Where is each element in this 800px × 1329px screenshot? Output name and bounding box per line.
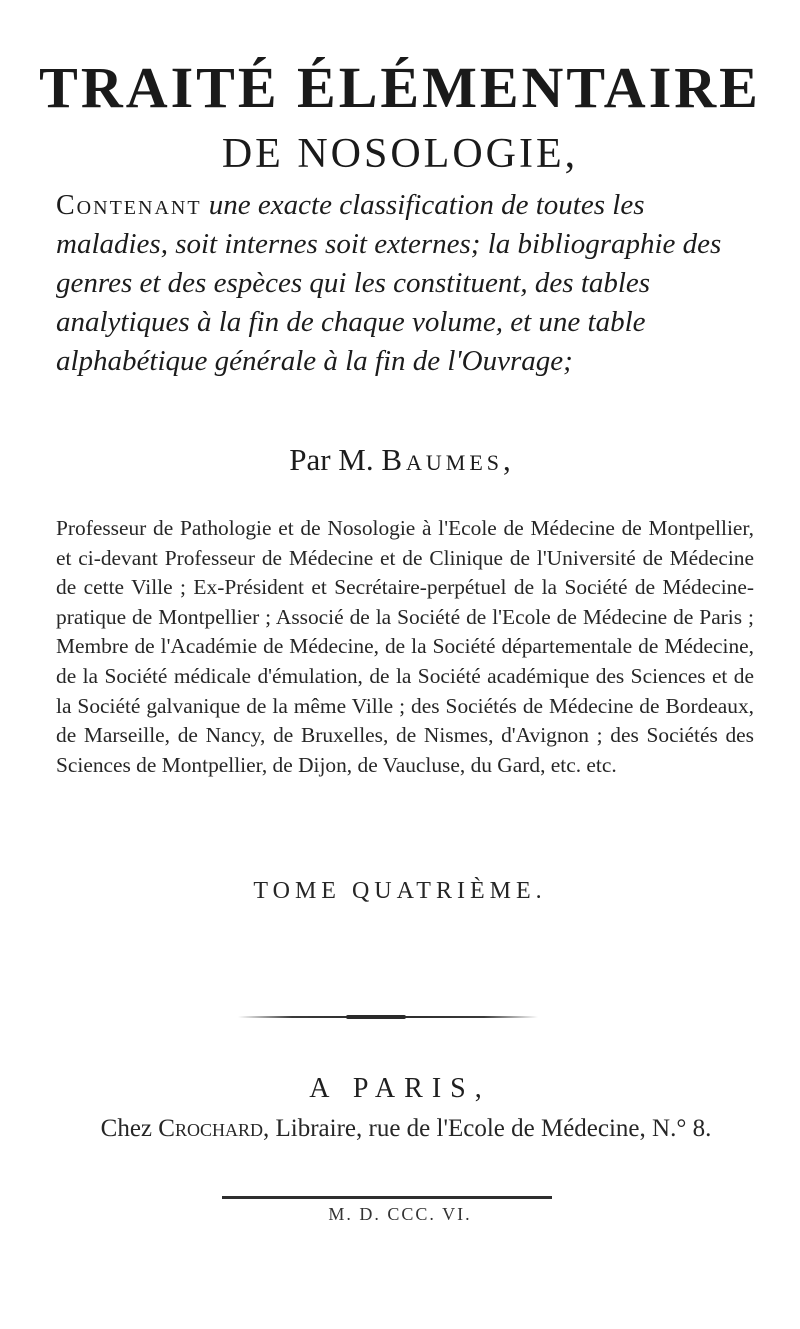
- decorative-rule-center: [346, 1015, 406, 1019]
- publisher-name: Crochard: [158, 1115, 263, 1142]
- author-line: [0, 442, 800, 478]
- contents-lead: Contenant: [56, 190, 202, 221]
- volume-label: TOME QUATRIÈME.: [253, 878, 547, 904]
- imprint-place: A PARIS,: [309, 1073, 491, 1104]
- publisher-address: , Libraire, rue de l'Ecole de Médecine, N.° 8.: [262, 1115, 712, 1142]
- author-credentials: Professeur de Pathologie et de Nosologie à l'Ecole de Médecine de Montpellier, et ci-devant Professeur de Médecine et de Clinique de l'Université de Médecine de cette Ville ; Ex-Président et Secrétaire-perpétuel de la Société de Médecine-pratique de Montpellier ; Associé de la Société de l'Ecole de Médecine de Paris ; Membre de l'Académie de Médecine, de la Société départementale de Médecine, de la Société médicale d'émulation, de la Société académique des Sciences et de la Société galvanique de la même Ville ; des Sociétés de Médecine de Bordeaux, de Marseille, de Nancy, de Bruxelles, de Nismes, d'Avignon ; des Sociétés des Sciences de Montpellier, de Dijon, de Vaucluse, du Gard, etc. etc.: [56, 516, 754, 777]
- imprint-date: M. D. CCC. VI.: [328, 1204, 472, 1224]
- imprint-chez: Chez: [100, 1115, 153, 1142]
- author-suffix: ,: [503, 442, 511, 477]
- imprint-publisher: [56, 1112, 756, 1146]
- author-prefix: Par M.: [289, 442, 374, 477]
- contents-description: [56, 186, 746, 381]
- contents-text: une exacte classification de toutes les maladies, soit internes soit externes; la bibliographie des genres et des espèces qui les constituent, des tables analytiques à la fin de chaque volume, et une table alphabétique générale à la fin de l'Ouvrage;: [56, 189, 722, 377]
- author-name: Baumes: [381, 442, 504, 477]
- imprint-rule: [222, 1196, 552, 1199]
- page-subtitle: DE NOSOLOGIE,: [221, 131, 579, 177]
- page-title: TRAITÉ ÉLÉMENTAIRE: [39, 55, 761, 120]
